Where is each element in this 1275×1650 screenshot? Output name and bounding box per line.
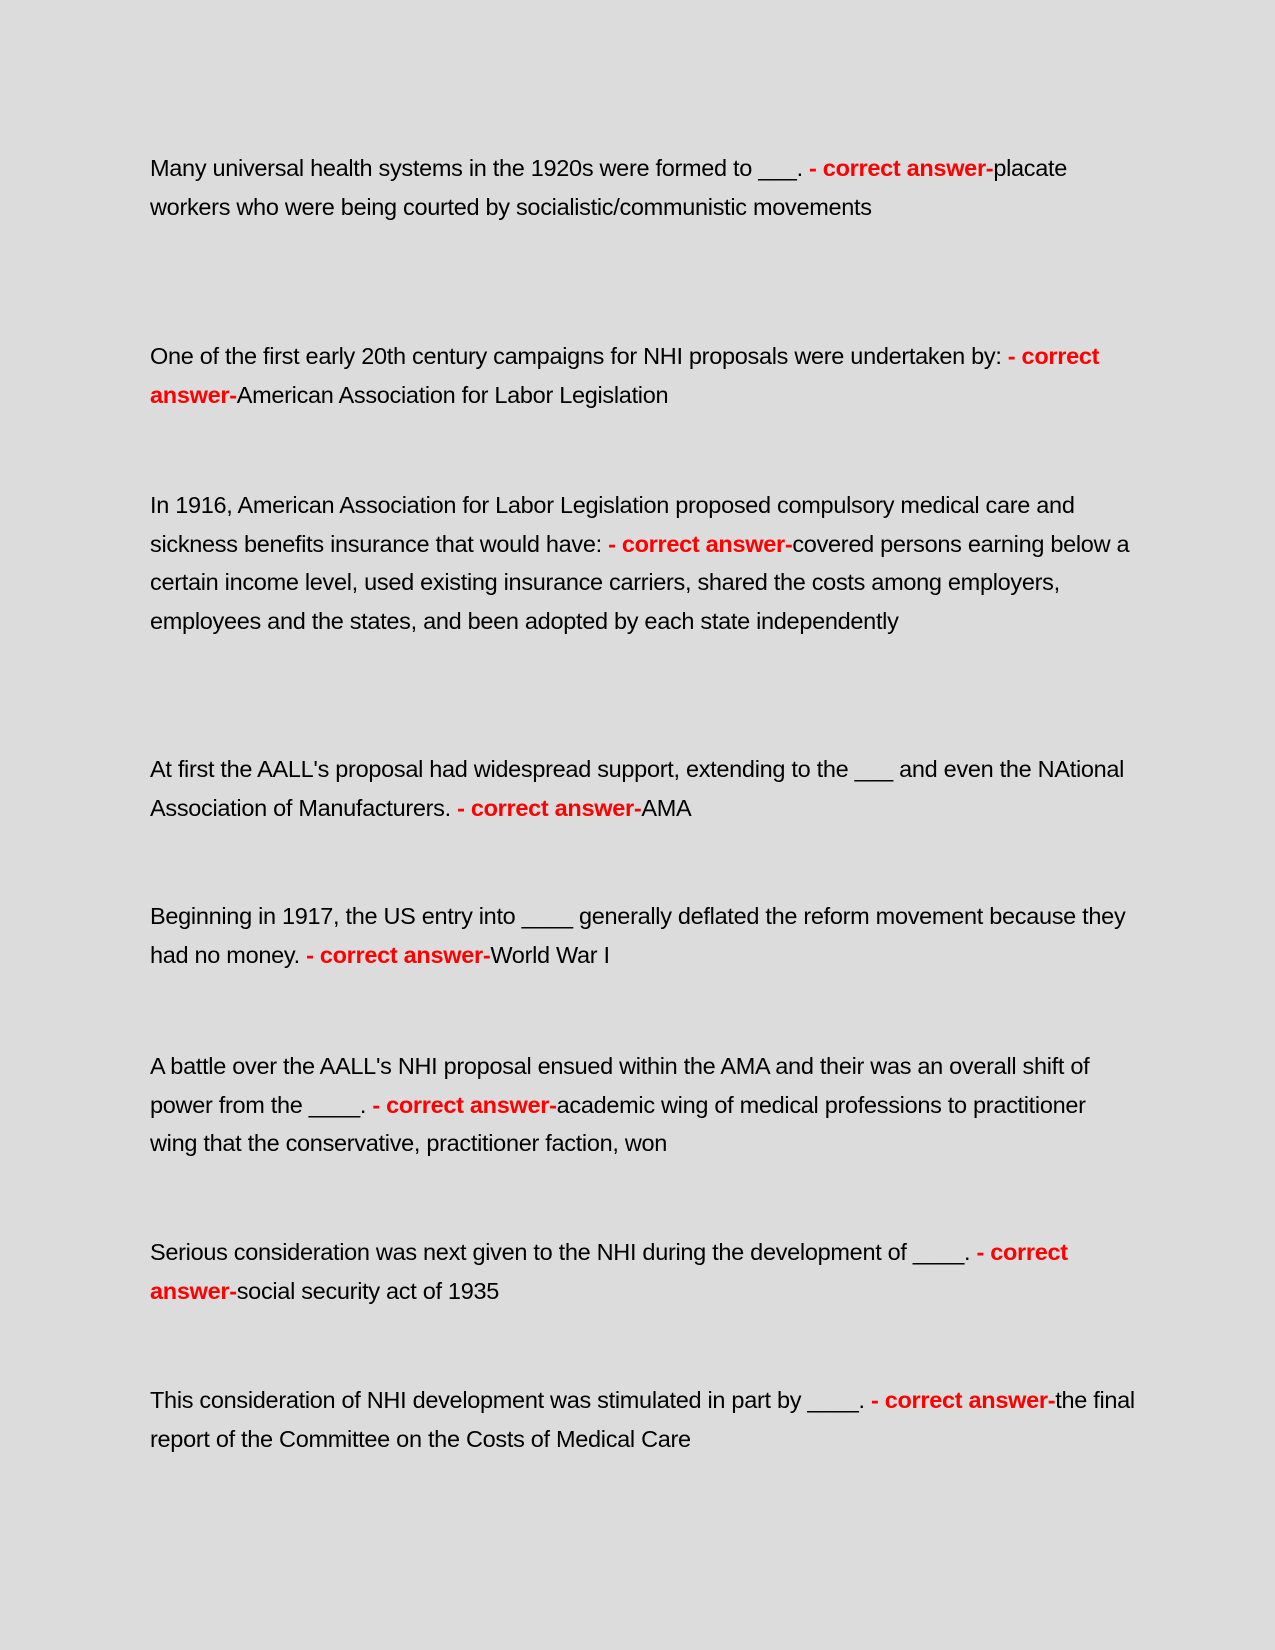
question: A battle over the AALL's NHI proposal ensued within the AMA and their was an overall shift of power from the ____.: [150, 1053, 1090, 1118]
correct-answer-label: - correct answer-: [150, 1239, 1068, 1304]
answer: academic wing of medical professions to practitioner wing that the conservative, practitioner faction, won: [150, 1091, 1086, 1156]
question: Many universal health systems in the 1920s were formed to ___.: [150, 155, 810, 181]
answer: the final report of the Committee on the Costs of Medical Care: [150, 1387, 1135, 1452]
qa-item-6: [150, 1047, 1135, 1163]
qa-item-7: [150, 1233, 1135, 1310]
answer: placate workers who were being courted by socialistic/communistic movements: [150, 155, 1068, 220]
qa-item-5: [150, 897, 1135, 974]
correct-answer-label: - correct answer-: [372, 1091, 557, 1118]
answer: AMA: [641, 794, 692, 821]
question: This consideration of NHI development was stimulated in part by ____.: [150, 1387, 871, 1413]
qa-item-4: [150, 750, 1135, 827]
answer: covered persons earning below a certain income level, used existing insurance carriers, shared the costs among employers, employees and the states, and been adopted by each state independently: [150, 530, 1130, 634]
question: Serious consideration was next given to the NHI during the development of ____.: [150, 1239, 977, 1265]
correct-answer-label: - correct answer-: [457, 794, 642, 821]
question: In 1916, American Association for Labor Legislation proposed compulsory medical care and sickness benefits insurance that would have:: [150, 492, 1075, 557]
correct-answer-label: - correct answer-: [870, 1387, 1056, 1413]
correct-answer-label: - correct answer-: [150, 343, 1100, 408]
answer: World War I: [490, 941, 610, 968]
qa-item-2: [150, 337, 1135, 414]
question: One of the first early 20th century campaigns for NHI proposals were undertaken by:: [150, 343, 1008, 369]
answer: social security act of 1935: [236, 1277, 500, 1304]
qa-item-8: [150, 1381, 1135, 1458]
question: Beginning in 1917, the US entry into ____ generally deflated the reform movement because they had no money.: [150, 903, 1126, 968]
correct-answer-label: - correct answer-: [608, 530, 793, 557]
qa-item-1: [150, 149, 1135, 226]
correct-answer-label: - correct answer-: [809, 155, 994, 181]
correct-answer-label: - correct answer-: [306, 941, 491, 968]
qa-item-3: [150, 486, 1135, 640]
answer: American Association for Labor Legislation: [236, 381, 669, 408]
question: At first the AALL's proposal had widespread support, extending to the ___ and even the NAtional Association of Manufacturers.: [150, 756, 1125, 821]
